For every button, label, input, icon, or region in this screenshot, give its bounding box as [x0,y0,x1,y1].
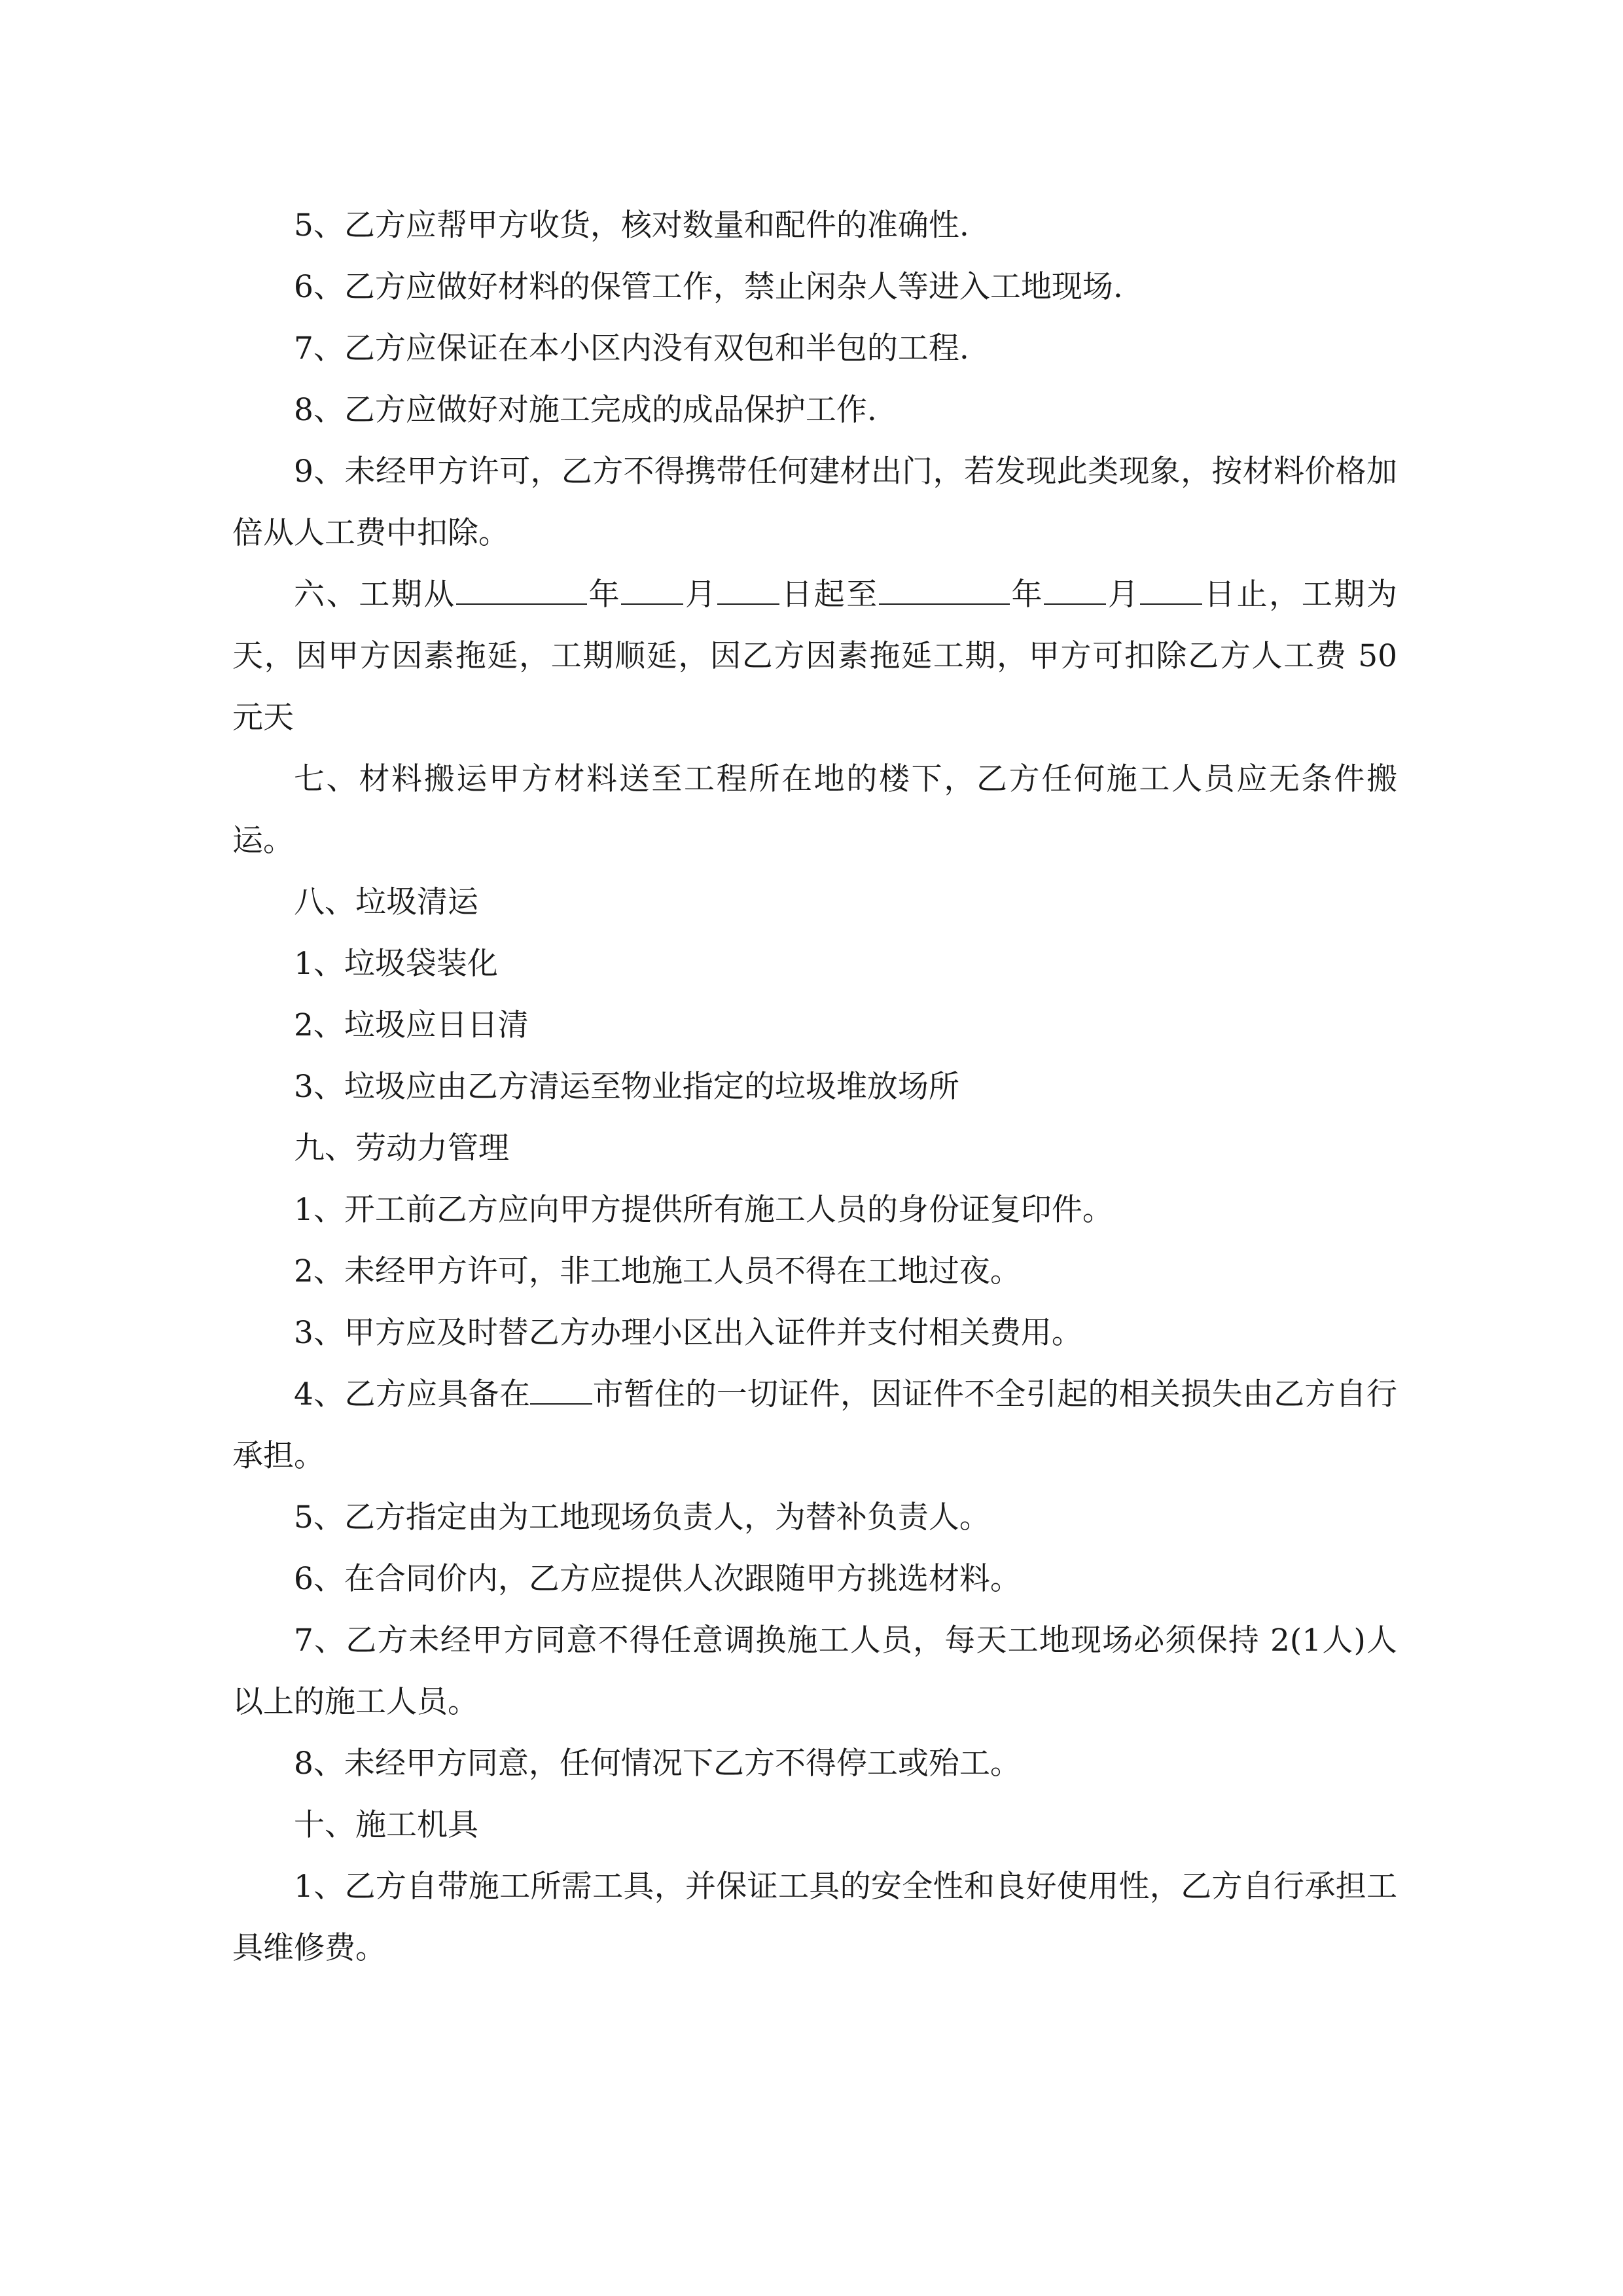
labor-item-7: 7、乙方未经甲方同意不得任意调换施工人员，每天工地现场必须保持 2(1人)人以上的施工人员。 [232,1623,1397,1720]
schedule-text-5: 年 [1009,577,1044,613]
schedule-text-3: 月 [683,577,718,613]
labor-item-4-text-2: 市暂住的一切证件，因证件不全引起的相关损失由乙方自行承担。 [232,1376,1397,1474]
schedule-text-2: 年 [587,577,622,613]
tools-item-1: 1、乙方自带施工所需工具，并保证工具的安全性和良好使用性，乙方自行承担工具维修费。 [232,1869,1397,1966]
garbage-item-2: 2、垃圾应日日清 [294,1007,529,1043]
clause-9-no-material-removal: 9、未经甲方许可，乙方不得携带任何建材出门，若发现此类现象，按材料价格加倍从人工费中扣除。 [232,454,1397,551]
clause-8-product-protection: 8、乙方应做好对施工完成的成品保护工作. [294,392,877,428]
start-month-blank [621,577,683,605]
schedule-text-1: 六、工期从 [294,577,457,613]
document-body [232,195,1397,1979]
labor-item-6: 6、在合同价内，乙方应提供人次跟随甲方挑选材料。 [294,1561,1021,1597]
section-6-schedule [232,564,1397,749]
labor-item-4-text-1: 4、乙方应具备在 [294,1376,531,1412]
end-month-blank [1044,577,1106,605]
clause-6-material-storage: 6、乙方应做好材料的保管工作，禁止闲杂人等进入工地现场. [294,269,1123,305]
end-year-blank [879,577,1010,605]
garbage-item-1: 1、垃圾袋装化 [294,946,498,982]
labor-item-1: 1、开工前乙方应向甲方提供所有施工人员的身份证复印件。 [294,1192,1113,1228]
city-blank [530,1377,592,1405]
section-10-heading: 十、施工机具 [294,1807,478,1843]
start-day-blank [717,577,779,605]
section-7-material-transport: 七、材料搬运甲方材料送至工程所在地的楼下，乙方任何施工人员应无条件搬运。 [232,761,1397,859]
garbage-item-3: 3、垃圾应由乙方清运至物业指定的垃圾堆放场所 [294,1069,959,1105]
schedule-text-6: 月 [1106,577,1141,613]
clause-5-receive-goods: 5、乙方应帮甲方收货，核对数量和配件的准确性. [294,207,969,243]
labor-item-8: 8、未经甲方同意，任何情况下乙方不得停工或殆工。 [294,1746,1021,1782]
labor-item-3: 3、甲方应及时替乙方办理小区出入证件并支付相关费用。 [294,1315,1082,1351]
labor-item-4 [232,1364,1397,1487]
clause-7-no-subcontract: 7、乙方应保证在本小区内没有双包和半包的工程. [294,331,969,367]
labor-item-2: 2、未经甲方许可，非工地施工人员不得在工地过夜。 [294,1253,1021,1289]
labor-item-5: 5、乙方指定由为工地现场负责人，为替补负责人。 [294,1499,990,1535]
start-year-blank [456,577,587,605]
section-9-heading: 九、劳动力管理 [294,1130,509,1166]
schedule-text-7: 日止，工期为天，因甲方因素拖延，工期顺延，因乙方因素拖延工期，甲方可扣除乙方人工费 50 元天 [232,577,1398,736]
end-day-blank [1140,577,1202,605]
schedule-text-4: 日起至 [779,577,879,613]
section-8-heading: 八、垃圾清运 [294,884,478,920]
